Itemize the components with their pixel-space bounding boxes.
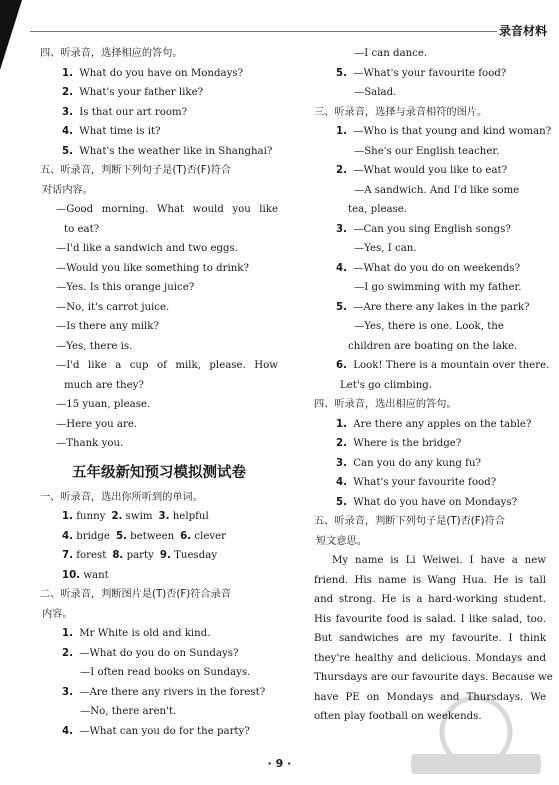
list-item xyxy=(314,454,546,474)
list-item xyxy=(314,83,546,103)
watermark-logo xyxy=(401,692,551,780)
passage-line: His favourite food is salad. I like salad, too. xyxy=(314,613,546,625)
test-title: 五年级新知预习模拟测试卷 xyxy=(72,464,246,481)
word-option xyxy=(180,527,226,547)
item-text: —I go swimming with my father. xyxy=(354,282,522,293)
word-list xyxy=(40,507,278,585)
item-number: 3. xyxy=(336,457,347,469)
word-text: party xyxy=(126,550,154,561)
list-item xyxy=(40,702,278,722)
left-column xyxy=(40,44,278,741)
section-heading: 一、听录音，选出你所听到的单词。 xyxy=(40,491,203,503)
word-text: Tuesday xyxy=(174,550,218,561)
word-text: clever xyxy=(194,530,227,542)
list-item xyxy=(314,298,546,318)
header-rule xyxy=(30,31,497,32)
word-text: forest xyxy=(76,550,107,561)
word-row xyxy=(40,546,278,566)
item-text: —Are there any lakes in the park? xyxy=(353,301,530,313)
word-row xyxy=(40,527,278,547)
dialogue-line: —I'd like a cup of milk, please. How xyxy=(56,360,278,371)
list-item xyxy=(40,83,278,103)
item-text: —What do you do on weekends? xyxy=(353,262,521,274)
item-number: 4. xyxy=(62,725,73,737)
list-item xyxy=(314,122,552,142)
list-item xyxy=(314,434,546,454)
word-option xyxy=(62,546,106,566)
item-text: —Who is that young and kind woman? xyxy=(353,126,552,137)
passage-line: have PE on Mondays and Thursdays. We xyxy=(314,691,546,703)
dialogue-line: much are they? xyxy=(64,379,144,391)
list-item xyxy=(314,317,546,337)
word-text: swim xyxy=(125,511,153,522)
item-number: 1. xyxy=(336,418,347,430)
word-option xyxy=(116,527,174,547)
question-list xyxy=(314,44,546,103)
item-number: 7. xyxy=(62,550,73,561)
item-number: 6. xyxy=(336,360,347,371)
list-item xyxy=(40,142,278,162)
item-number: 6. xyxy=(180,530,192,542)
item-number: 4. xyxy=(62,530,73,542)
word-option xyxy=(62,507,105,527)
item-text: What's the weather like in Shanghai? xyxy=(79,145,273,157)
list-item xyxy=(314,356,550,376)
section-heading-cont: 内容。 xyxy=(42,608,73,620)
item-number: 1. xyxy=(62,628,73,639)
item-text: —She's our English teacher. xyxy=(354,145,500,157)
dialogue-line: —I'd like a sandwich and two eggs. xyxy=(56,243,239,254)
word-text: funny xyxy=(76,511,106,522)
item-text: —What can you do for the party? xyxy=(79,725,250,737)
section-heading: 五、听录音，判断下列句子是(T)否(F)符合 xyxy=(314,516,505,527)
item-number: 9. xyxy=(159,550,171,561)
question-list xyxy=(40,624,278,741)
item-text: —I can dance. xyxy=(354,48,428,59)
passage-line: and strong. He is a hard-working student. xyxy=(314,594,546,605)
item-text: Is that our art room? xyxy=(79,106,188,118)
item-text: Can you do any kung fu? xyxy=(353,457,481,469)
section-heading: 四、听录音，选择相应的答句。 xyxy=(40,48,183,59)
item-text: Look! There is a mountain over there. xyxy=(353,360,550,371)
list-item xyxy=(40,103,278,123)
list-item xyxy=(314,473,546,493)
passage-line: But sandwiches are my favourite. I think xyxy=(314,633,546,644)
passage-line: Thursdays are our favourite days. Because we xyxy=(314,672,553,683)
item-text: —Yes, there is one. Look, the xyxy=(354,321,504,332)
section-heading: 四、听录音，选出相应的答句。 xyxy=(314,399,457,410)
item-text: —Can you sing English songs? xyxy=(353,223,511,235)
item-text: Mr White is old and kind. xyxy=(79,628,211,639)
dialogue-line: —Is there any milk? xyxy=(56,321,159,332)
item-text: children are boating on the lake. xyxy=(348,340,518,352)
item-text: tea, please. xyxy=(348,204,408,215)
item-text: What do you have on Mondays? xyxy=(79,67,244,79)
item-text: What do you have on Mondays? xyxy=(353,496,518,508)
section-heading-cont: 短文意思。 xyxy=(316,535,367,547)
list-item xyxy=(314,181,546,201)
list-item xyxy=(314,415,546,435)
list-item xyxy=(314,44,546,64)
list-item xyxy=(314,220,546,240)
word-option xyxy=(62,566,109,586)
item-text: Let's go climbing. xyxy=(340,379,433,391)
passage-line: My name is Li Weiwei. I have a new xyxy=(332,555,546,566)
word-row xyxy=(40,566,278,586)
item-text: What's your favourite food? xyxy=(353,477,497,488)
list-item xyxy=(314,278,546,298)
list-item xyxy=(40,722,278,742)
item-text: —What do you do on Sundays? xyxy=(79,647,239,659)
word-option xyxy=(112,546,154,566)
corner-decoration xyxy=(0,0,22,70)
item-text: —What would you like to eat? xyxy=(353,165,508,176)
page-number: · 9 · xyxy=(267,757,292,770)
passage-line: often play football on weekends. xyxy=(314,711,482,722)
passage-line: they're healthy and delicious. Mondays and xyxy=(314,652,546,664)
list-item xyxy=(40,663,278,683)
word-text: helpful xyxy=(172,511,209,522)
item-number: 3. xyxy=(336,223,347,235)
item-number: 1. xyxy=(62,67,73,79)
dialogue-line: to eat? xyxy=(64,223,100,235)
item-number: 1. xyxy=(336,126,347,137)
item-number: 10. xyxy=(62,569,81,581)
dialogue-line: —Good morning. What would you like xyxy=(56,204,278,215)
list-item xyxy=(40,624,278,644)
word-text: want xyxy=(83,569,109,581)
word-row xyxy=(40,507,278,527)
list-item xyxy=(314,337,546,357)
item-number: 5. xyxy=(336,67,347,79)
item-number: 2. xyxy=(111,511,123,522)
item-text: —A sandwich. And I'd like some xyxy=(354,184,520,196)
word-option xyxy=(159,507,209,527)
item-number: 3. xyxy=(62,686,73,698)
dialogue-line: —Thank you. xyxy=(56,438,124,449)
question-list xyxy=(314,122,552,395)
list-item xyxy=(314,200,546,220)
dialogue-transcript xyxy=(40,200,278,454)
list-item xyxy=(40,683,278,703)
dialogue-line: —Yes. Is this orange juice? xyxy=(56,282,195,293)
item-number: 2. xyxy=(62,87,73,98)
list-item xyxy=(314,142,546,162)
item-number: 3. xyxy=(62,106,73,118)
item-number: 2. xyxy=(336,165,347,176)
word-option xyxy=(160,546,217,566)
item-number: 4. xyxy=(62,126,73,137)
item-number: 5. xyxy=(336,301,347,313)
item-text: Are there any apples on the table? xyxy=(353,418,532,430)
right-column xyxy=(314,44,553,727)
section-heading: 二、听录音，判断图片是(T)否(F)符合录音 xyxy=(40,589,231,600)
section-heading: 五、听录音，判断下列句子是(T)否(F)符合 xyxy=(40,165,231,176)
item-text: —I often read books on Sundays. xyxy=(80,667,251,678)
list-item xyxy=(314,239,546,259)
passage-line: friend. His name is Wang Hua. He is tall xyxy=(314,574,546,586)
item-number: 5. xyxy=(115,530,127,542)
page-header-title: 录音材料 xyxy=(498,24,547,38)
item-number: 4. xyxy=(336,477,347,488)
list-item xyxy=(40,122,278,142)
list-item xyxy=(40,644,278,664)
item-number: 2. xyxy=(336,438,347,449)
list-item xyxy=(314,376,546,396)
list-item xyxy=(40,64,278,84)
item-number: 5. xyxy=(336,496,347,508)
item-text: Where is the bridge? xyxy=(353,438,462,449)
word-option xyxy=(111,507,152,527)
dialogue-line: —No, it's carrot juice. xyxy=(56,301,170,313)
item-text: —Are there any rivers in the forest? xyxy=(79,686,266,698)
item-number: 5. xyxy=(62,145,73,157)
dialogue-line: —Here you are. xyxy=(56,418,138,430)
item-number: 2. xyxy=(62,647,73,659)
section-heading-cont: 对话内容。 xyxy=(42,184,93,196)
item-text: —Yes, I can. xyxy=(354,243,417,254)
item-number: 4. xyxy=(336,262,347,274)
word-option xyxy=(62,527,110,547)
question-list xyxy=(314,415,546,513)
item-text: —Salad. xyxy=(354,87,397,98)
item-text: What time is it? xyxy=(79,126,161,137)
item-text: What's your father like? xyxy=(79,87,204,98)
question-list xyxy=(40,64,278,162)
item-number: 8. xyxy=(112,550,124,561)
item-text: —No, there aren't. xyxy=(80,706,177,717)
dialogue-line: —15 yuan, please. xyxy=(56,399,151,410)
item-text: —What's your favourite food? xyxy=(353,67,507,79)
list-item xyxy=(314,493,546,513)
item-number: 3. xyxy=(158,511,170,522)
dialogue-line: —Would you like something to drink? xyxy=(56,262,249,274)
section-heading: 三、听录音，选择与录音相符的图片。 xyxy=(314,106,488,118)
item-number: 1. xyxy=(62,511,73,522)
word-text: between xyxy=(130,530,175,542)
list-item xyxy=(314,259,546,279)
dialogue-line: —Yes, there is. xyxy=(56,340,133,352)
list-item xyxy=(314,161,546,181)
word-text: bridge xyxy=(76,530,110,542)
list-item xyxy=(314,64,546,84)
